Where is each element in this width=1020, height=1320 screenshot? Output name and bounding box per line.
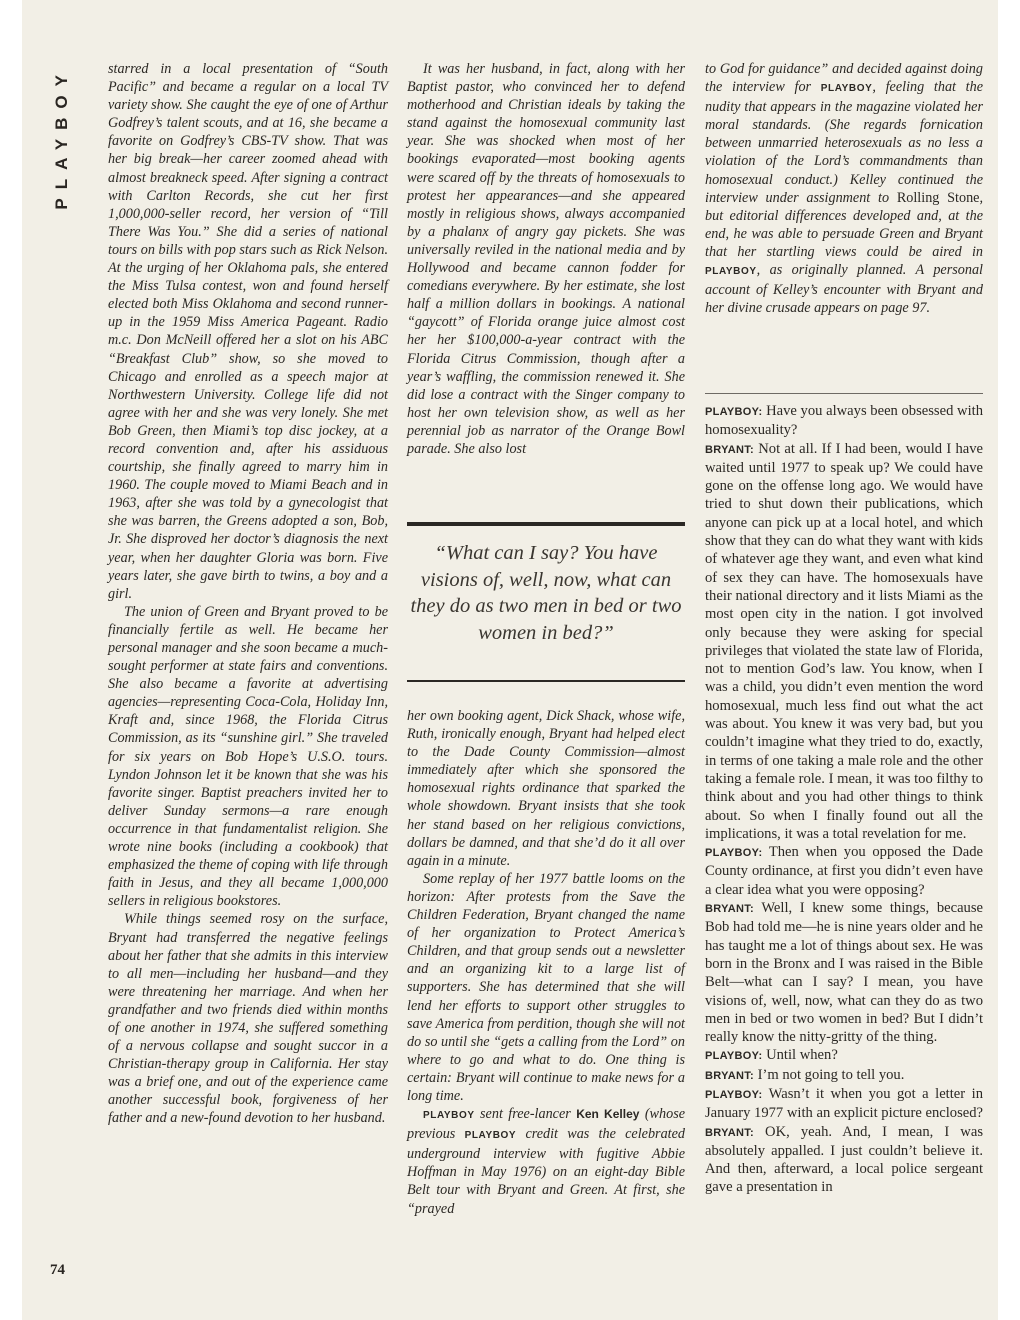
qa-item bbox=[705, 1066, 983, 1085]
qa-item bbox=[705, 843, 983, 899]
editors-note-continued bbox=[705, 60, 983, 317]
note-text: , bbox=[872, 79, 886, 96]
qa-text: Then when you opposed the Dade County ordinance, at first you didn’t even have a clear idea what you were opposing? bbox=[705, 844, 983, 898]
qa-item bbox=[705, 1046, 983, 1065]
qa-text: Have you always been obsessed with homosexuality? bbox=[705, 403, 983, 439]
paragraph: starred in a local presentation of “South Pacific” and became a regular on a local TV variety show. She caught the eye of one of Arthur Godfrey’s talent scouts, and at 16, she became a favorite on Godfrey’s CBS-TV show. That was her big break—her career zoomed ahead with almost breakneck speed. After signing a contract with Carlton Records, she cut her first 1,000,000-seller record, her version of “Till There Was You.” She did a series of national tours on bills with pop stars such as Rick Nelson. At the urging of her Oklahoma pals, she entered the Miss Tulsa contest, won and found herself elected both Miss Oklahoma and second runner-up in the 1959 Miss America Pageant. Radio m.c. Don McNeill offered her a slot on his ABC “Breakfast Club” show, so she moved to Chicago and enrolled as a speech major at Northwestern University. College life did not agree with her and she was very lonely. She met Bob Green, then Miami’s top disc jockey, at a record convention and, after his assiduous courtship, she finally agreed to marry him in 1960. The couple moved to Miami Beach and in 1963, after she was told by a gynecologist that she was barren, the Greens adopted a son, Bob, Jr. She disproved her doctor’s diagnosis the next year, when her daughter Gloria was born. Five years later, she gave birth to twins, a boy and a girl. bbox=[108, 61, 388, 602]
note-text: to God for guidance” and decided against doing the interview for bbox=[705, 61, 983, 96]
qa-item bbox=[705, 1085, 983, 1123]
pull-quote-bottom-rule bbox=[407, 680, 685, 682]
paragraph: Some replay of her 1977 battle looms on the horizon: After protests from the Save the Children Federation, Bryant changed the name of her organization to Protect America’s Children, and that group sends out a newsletter and an organizing kit to a large list of supporters. She has determined that she will lend her efforts to support other struggles to save America from perdition, though she will not do so until she “gets a calling from the Lord” on where to go and what to do. One thing is certain: Bryant will continue to make news for a long time. bbox=[407, 870, 685, 1104]
column-2-bottom bbox=[407, 707, 685, 1218]
page-number: 74 bbox=[50, 1262, 65, 1278]
column-3-intro bbox=[705, 60, 983, 317]
qa-text: Well, I knew some things, because Bob had told me—he is nine years older and he has taught me a lot of things about sex. He was born in the Bronx and I was raised in the Bible Belt—what can I say? I mean, you have visions of, well, now, what can they do as two men in bed or two women in bed? But I didn’t really know the nitty-gritty of the thing. bbox=[705, 900, 984, 1046]
publication-name: Rolling Stone bbox=[896, 189, 980, 206]
qa-text: Wasn’t it when you got a letter in January 1977 with an explicit picture enclosed? bbox=[705, 1085, 984, 1122]
speaker-label: BRYANT: bbox=[705, 1069, 754, 1082]
magazine-page bbox=[22, 0, 998, 1320]
speaker-label: BRYANT: bbox=[705, 1126, 754, 1139]
author-name: Ken Kelley bbox=[576, 1107, 640, 1122]
paragraph: her own booking agent, Dick Shack, whose wife, Ruth, ironically enough, Bryant had helped elect to the Dade County Commission—almost immediately after which she sponsored the homosexual rights ordinance that sparked the whole showdown. Bryant insists that she took her stand based on her religious convictions, dollars be damned, and that she’d do it all over again in a minute. bbox=[407, 708, 685, 869]
note-text: , as originally planned. A personal account of Kelley’s encounter with Bryant and her divine crusade appears on page 97. bbox=[705, 262, 983, 317]
magazine-name-inline: PLAYBOY bbox=[423, 1110, 475, 1122]
speaker-label: PLAYBOY: bbox=[705, 1088, 763, 1101]
note-text: feeling that the nudity that appears in the magazine violated her moral standards. (She regards fornication between unmarried heterosexuals as no less a violation of the Lord’s commandments than homosexual conduct.) Kelley continued the interview under assignment to bbox=[705, 79, 983, 206]
editors-note bbox=[407, 1105, 685, 1218]
speaker-label: BRYANT: bbox=[705, 903, 754, 916]
qa-item bbox=[705, 402, 983, 440]
magazine-running-title: PLAYBOY bbox=[52, 66, 71, 210]
qa-text: OK, yeah. And, I mean, I was absolutely appalled. I just couldn’t believe it. And then, afterward, a local police sergeant gave a presentation in bbox=[705, 1123, 983, 1196]
magazine-name-inline: PLAYBOY bbox=[464, 1130, 517, 1142]
note-text: , but editorial differences developed and, at the end, he was able to persuade Green and Bryant that her startling views could be aired in bbox=[705, 189, 984, 260]
interview-divider bbox=[705, 393, 983, 394]
paragraph: It was her husband, in fact, along with her Baptist pastor, who convinced her to defend motherhood and Christian ideals by taking the stand against the homosexual community last year. She was shocked when most of her bookings evaporated—most booking agents were scared off by the threats of homosexuals to protest her appearances—and she appeared mostly in religious shows, always accompanied by a phalanx of angry gay pickets. She was universally reviled in the national media and by Hollywood and became cannon fodder for comedians everywhere. By her estimate, she lost half a million dollars in bookings. A national “gaycott” of Florida orange juice almost cost her her $100,000-a-year contract with the Florida Citrus Commission, though after a year’s waffling, the commission renewed it. She did lose a contract with the Singer company to host her own television show, as well as her perennial job as narrator of the Orange Bowl parade. She also lost bbox=[407, 61, 685, 457]
note-rest: credit was the celebrated underground interview with fugitive Abbie Hoffman in May 1976) on an eight-day Bible Belt tour with Bryant and Green. At first, she “prayed bbox=[407, 1126, 685, 1217]
qa-text: I’m not going to tell you. bbox=[757, 1066, 905, 1083]
qa-text: Until when? bbox=[766, 1047, 838, 1064]
column-2-top bbox=[407, 60, 685, 458]
pull-quote-top-rule bbox=[407, 522, 685, 526]
paragraph: The union of Green and Bryant proved to be financially fertile as well. He became her personal manager and she soon became a much-sought performer at state fairs and conventions. She also became a favorite at advertising agencies—representing Coca-Cola, Holiday Inn, Kraft and, since 1968, the Florida Citrus Commission, as its “sunshine girl.” She traveled for six years on Bob Hope’s U.S.O. tours. Lyndon Johnson let it be known that she was his favorite singer. Baptist preachers invited her to deliver Sunday sermons—a rare enough occurrence in that fundamentalist religion. She wrote nine books (including a cookbook) that emphasized the theme of coping with life through faith in Jesus, and they all became 1,000,000 sellers in religious bookstores. bbox=[108, 603, 388, 910]
speaker-label: PLAYBOY: bbox=[705, 847, 763, 860]
qa-item bbox=[705, 1123, 983, 1197]
magazine-name-inline: PLAYBOY bbox=[705, 266, 757, 278]
qa-item bbox=[705, 899, 983, 1046]
paragraph: While things seemed rosy on the surface, Bryant had transferred the negative feelings about her father that she admits in this interview to all men—including her husband—and they were threatening her marriage. And when her grandfather and two friends died within months of one another in 1974, she suffered something of a nervous collapse and sought succor in a Christian-therapy group in California. Her stay was a brief one, and out of the experience came another successful book, forgiveness of her father and a new-found devotion to her husband. bbox=[108, 911, 388, 1127]
pull-quote: “What can I say? You have visions of, well, now, what can they do as two men in bed or two women in bed?” bbox=[410, 542, 682, 644]
note-mid: (whose previous bbox=[407, 1106, 686, 1143]
qa-item bbox=[705, 440, 983, 844]
column-1 bbox=[108, 60, 388, 1128]
speaker-label: PLAYBOY: bbox=[705, 1050, 763, 1063]
speaker-label: BRYANT: bbox=[705, 443, 754, 456]
speaker-label: PLAYBOY: bbox=[705, 406, 763, 418]
magazine-name-inline: PLAYBOY bbox=[820, 83, 873, 95]
qa-text: Not at all. If I had been, would I have waited until 1977 to speak up? We could have gone on the offense long ago. We would have tried to shut down their publications, which anyone can pick up at a local hotel, and which show that they can do what they want with kids of whatever age they want, and even what kind of sex they can have. The homosexuals have their national directory and it lists Miami as the most open city in the nation. I got involved only because they were asking for special privileges that violated the state law of Florida, not to mention God’s law. You know, when I was a child, you didn’t even mention the word homosexual, much less find out what the act was about. You knew it was very bad, but you couldn’t imagine what they tried to do, exactly, in terms of one taking a male role and the other taking a female role. I mean, it was too filthy to think about and you had other things to think about. So when I finally found out all the implications, it was a total revelation for me. bbox=[705, 440, 984, 842]
note-intro: sent free-lancer bbox=[480, 1106, 571, 1123]
interview-column bbox=[705, 402, 983, 1197]
